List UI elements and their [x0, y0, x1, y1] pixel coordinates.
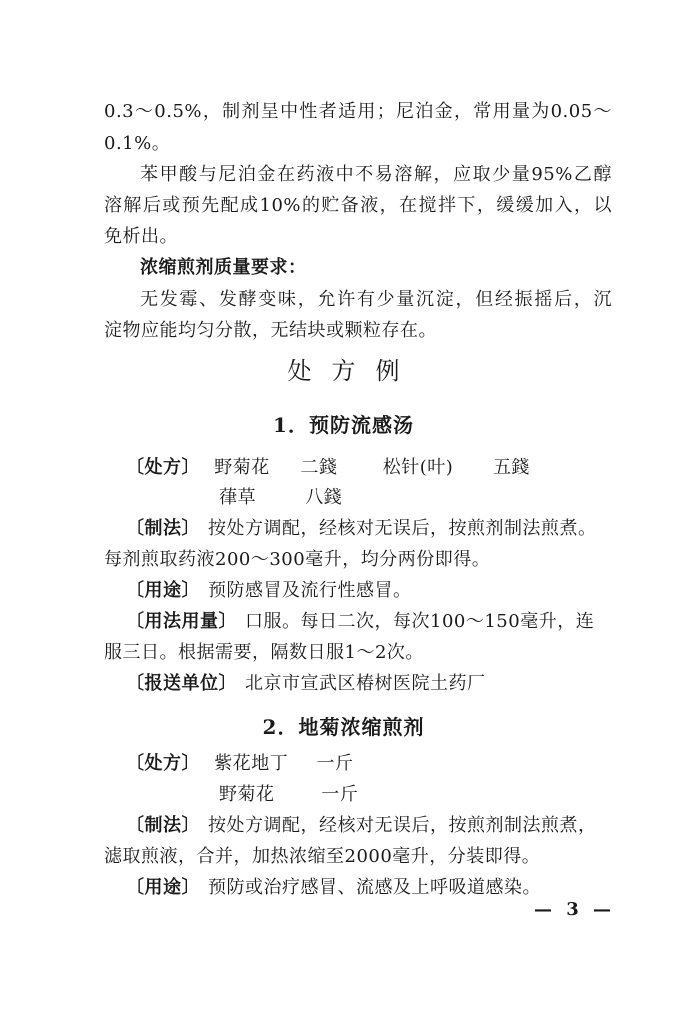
unit-tag: 〔报送单位〕 — [126, 673, 237, 694]
intro-line-7: 无发霉、发酵变味，允许有少量沉淀，但经振摇后，沉 — [140, 289, 612, 310]
recipe-2-method-line-2: 滤取煎液，合并，加热浓缩至2000毫升，分装即得。 — [104, 846, 541, 867]
method-tag: 〔制法〕 — [126, 815, 200, 836]
method-text: 按处方调配，经核对无误后，按煎剂制法煎煮。 — [208, 518, 597, 539]
intro-line-5: 免析出。 — [104, 226, 178, 247]
use-tag: 〔用途〕 — [126, 580, 200, 601]
herb-quantity: 一斤 — [316, 753, 354, 774]
herb-name: 紫花地丁 — [214, 753, 289, 774]
herb-name: 野菊花 — [219, 784, 275, 805]
recipe-1-method — [126, 517, 612, 541]
page-number: — 3 — — [534, 899, 616, 920]
use-text: 预防感冒及流行性感冒。 — [208, 580, 412, 601]
herb-quantity: 二錢 — [300, 457, 338, 478]
recipe-1-dosage-line-2: 服三日。根据需要，隔数日服1～2次。 — [104, 642, 424, 663]
intro-line-1: 0.3～0.5%，制剂呈中性者适用；尼泊金，常用量为0.05～ — [104, 101, 612, 122]
herb-quantity: 一斤 — [321, 784, 359, 805]
quality-heading: 浓缩煎剂质量要求： — [140, 257, 307, 278]
intro-line-2: 0.1%。 — [104, 133, 171, 154]
recipe-1-formula-row-1 — [126, 456, 530, 480]
intro-line-4: 溶解后或预先配成10%的贮备液，在搅拌下，缓缓加入，以 — [104, 195, 612, 216]
recipe-1-use — [126, 579, 412, 603]
method-text: 按处方调配，经核对无误后，按煎剂制法煎煮， — [208, 815, 597, 836]
herb-name: 野菊花 — [214, 457, 270, 478]
recipe-1-method-line-2: 每剂煎取药液200～300毫升，均分两份即得。 — [104, 549, 491, 570]
recipe-1-unit — [126, 672, 486, 696]
formula-tag: 〔处方〕 — [126, 753, 200, 774]
herb-quantity: 八錢 — [305, 487, 343, 508]
intro-line-8: 淀物应能均匀分散，无结块或颗粒存在。 — [104, 320, 437, 341]
dosage-tag: 〔用法用量〕 — [126, 611, 237, 632]
recipe-1-formula-row-2 — [219, 486, 342, 510]
herb-name: 松针(叶) — [382, 457, 454, 478]
intro-line-3: 苯甲酸与尼泊金在药液中不易溶解，应取少量95%乙醇 — [140, 164, 612, 185]
recipe-2-method — [126, 814, 612, 838]
recipe-2-formula-row-1 — [126, 752, 353, 776]
recipe-1-title: 1．预防流感汤 — [273, 413, 414, 437]
section-title: 处方例 — [287, 357, 420, 385]
recipe-2-use — [126, 876, 541, 900]
use-tag: 〔用途〕 — [126, 877, 200, 898]
recipe-1-dosage — [126, 610, 612, 634]
recipe-2-title: 2．地菊浓缩煎剂 — [262, 715, 425, 739]
unit-text: 北京市宣武区椿树医院土药厂 — [245, 673, 486, 694]
formula-tag: 〔处方〕 — [126, 457, 200, 478]
recipe-2-formula-row-2 — [219, 783, 358, 807]
herb-name: 葎草 — [219, 487, 256, 508]
dosage-text: 口服。每日二次，每次100～150毫升，连 — [245, 611, 595, 632]
use-text: 预防或治疗感冒、流感及上呼吸道感染。 — [208, 877, 541, 898]
herb-quantity: 五錢 — [492, 457, 530, 478]
method-tag: 〔制法〕 — [126, 518, 200, 539]
